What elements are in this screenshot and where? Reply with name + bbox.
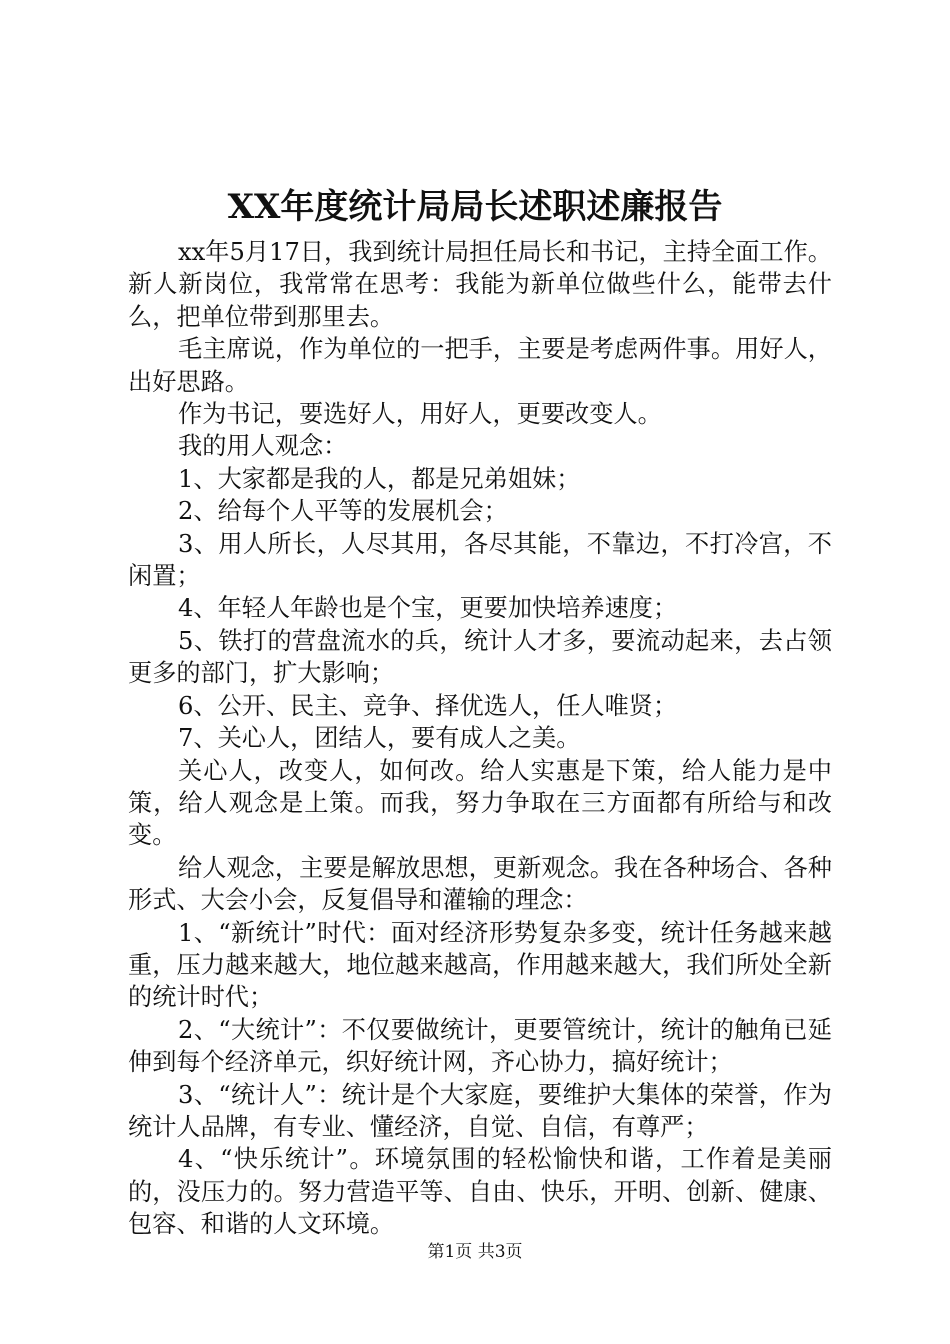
list-item: 3、用人所长，人尽其用，各尽其能，不靠边，不打冷宫，不闲置； <box>128 529 832 591</box>
list-item: 1、大家都是我的人，都是兄弟姐妹； <box>178 464 581 493</box>
list-item: 4、年轻人年龄也是个宝，更要加快培养速度； <box>178 594 678 623</box>
document-title: XX年度统计局局长述职述廉报告 <box>227 187 723 227</box>
list-item: 5、铁打的营盘流水的兵，统计人才多，要流动起来，去占领更多的部门，扩大影响； <box>128 626 832 688</box>
list-item: 6、公开、民主、竞争、择优选人，任人唯贤； <box>178 691 678 720</box>
paragraph: 我的用人观念： <box>178 432 348 461</box>
document-body <box>128 236 832 1241</box>
list-item: 2、“大统计”：不仅要做统计，更要管统计，统计的触角已延伸到每个经济单元，织好统计网，齐心协力，搞好统计； <box>128 1015 832 1077</box>
paragraph: 关心人，改变人，如何改。给人实惠是下策，给人能力是中策，给人观念是上策。而我，努力争取在三方面都有所给与和改变。 <box>128 756 832 850</box>
page-footer: 第1页 共3页 <box>427 1242 523 1262</box>
list-item: 4、“快乐统计”。环境氛围的轻松愉快和谐，工作着是美丽的，没压力的。努力营造平等、自由、快乐，开明、创新、健康、包容、和谐的人文环境。 <box>128 1145 832 1239</box>
paragraph: 作为书记，要选好人，用好人，更要改变人。 <box>178 400 662 429</box>
list-item: 7、关心人，团结人，要有成人之美。 <box>178 724 581 753</box>
paragraph: 毛主席说，作为单位的一把手，主要是考虑两件事。用好人，出好思路。 <box>128 335 832 396</box>
list-item: 1、“新统计”时代：面对经济形势复杂多变，统计任务越来越重，压力越来越大，地位越来越高，作用越来越大，我们所处全新的统计时代； <box>128 918 832 1012</box>
paragraph: 给人观念，主要是解放思想，更新观念。我在各种场合、各种形式、大会小会，反复倡导和灌输的理念： <box>128 853 832 915</box>
paragraph: xx年5月17日，我到统计局担任局长和书记，主持全面工作。新人新岗位，我常常在思考：我能为新单位做些什么，能带去什么，把单位带到那里去。 <box>128 238 832 331</box>
list-item: 2、给每个人平等的发展机会； <box>178 497 508 526</box>
list-item: 3、“统计人”：统计是个大家庭，要维护大集体的荣誉，作为统计人品牌，有专业、懂经济，自觉、自信，有尊严； <box>128 1080 832 1141</box>
